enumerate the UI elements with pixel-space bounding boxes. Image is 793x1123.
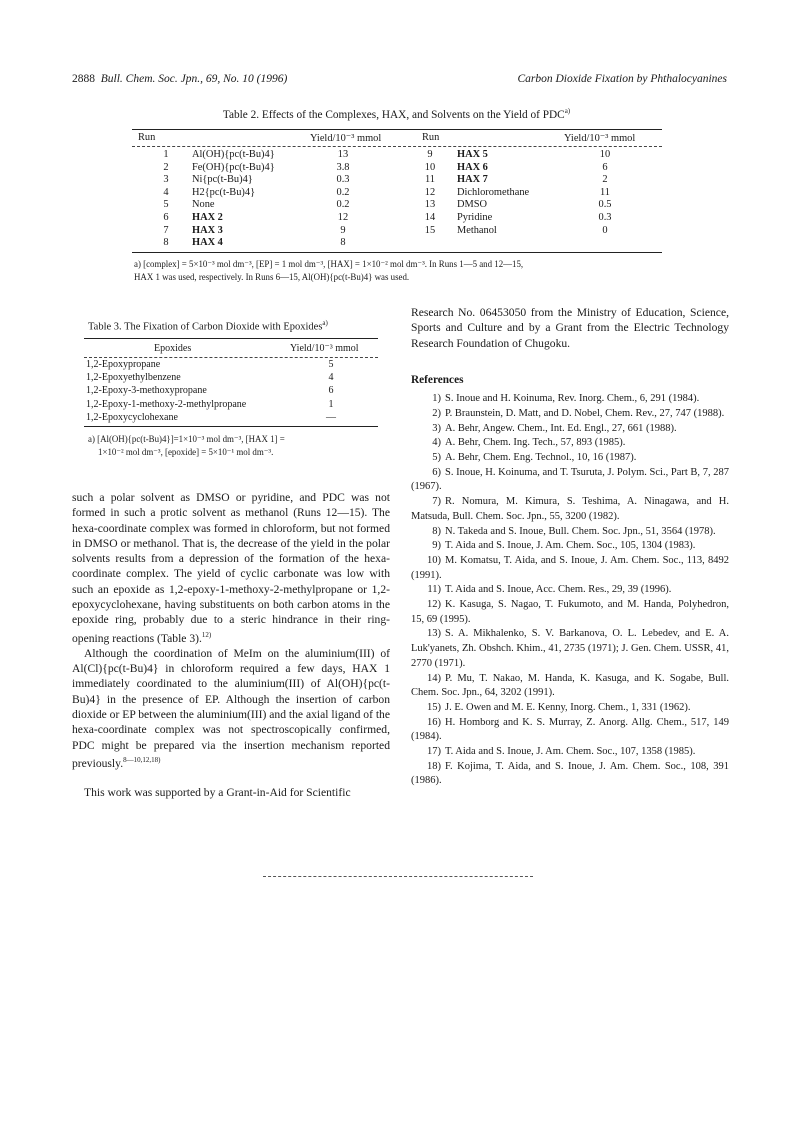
reference-item	[411, 716, 729, 745]
reference-text: S. Inoue and H. Koinuma, Rev. Inorg. Chem., 6, 291 (1984).	[445, 393, 700, 405]
table3-header-yield: Yield/10⁻³ mmol	[290, 343, 359, 354]
paragraph-solvent-effects	[72, 490, 390, 646]
table3-epoxide-cell: 1,2-Epoxyethylbenzene	[86, 372, 181, 384]
reference-text: T. Aida and S. Inoue, J. Am. Chem. Soc., 105, 1304 (1983).	[445, 540, 696, 552]
table3-caption-sup: a)	[322, 319, 328, 327]
reference-text: T. Aida and S. Inoue, Acc. Chem. Res., 29, 39 (1996).	[445, 584, 672, 596]
reference-item	[411, 745, 729, 760]
table2-compound-cell: Fe(OH){pc(t-Bu)4}	[192, 161, 275, 173]
reference-number: 1)	[432, 393, 441, 405]
table-row	[84, 359, 378, 372]
table2-header-row	[132, 130, 662, 146]
table-row	[84, 399, 378, 412]
table3-epoxide-cell: 1,2-Epoxy-1-methoxy-2-methylpropane	[86, 398, 247, 410]
table2-compound-cell: HAX 7	[457, 174, 488, 186]
reference-number: 13)	[427, 628, 441, 640]
table3-epoxide-cell: 1,2-Epoxy-3-methoxypropane	[86, 385, 207, 397]
reference-text: A. Behr, Chem. Eng. Technol., 10, 16 (1987).	[445, 452, 637, 463]
table2-yield-cell: 0.2	[336, 199, 350, 211]
table2-caption	[0, 107, 793, 121]
reference-number: 8)	[432, 525, 441, 537]
reference-item	[411, 407, 729, 422]
table3-footnote-line2: 1×10⁻² mol dm⁻³, [epoxide] = 5×10⁻¹ mol dm⁻³.	[98, 446, 274, 457]
table2-compound-cell: Methanol	[457, 224, 497, 236]
reference-number: 6)	[432, 466, 441, 478]
table2-footnote-line2: HAX 1 was used, respectively. In Runs 6—15, Al(OH){pc(t-Bu)4} was used.	[134, 271, 410, 282]
table-row	[84, 385, 378, 398]
table2-compound-cell: Dichloromethane	[457, 186, 530, 198]
table2-compound-cell: Pyridine	[457, 211, 493, 223]
table2-run-cell: 9	[427, 149, 433, 160]
table2-header-run-left: Run	[138, 132, 156, 143]
reference-item	[411, 598, 729, 627]
reference-number: 14)	[427, 672, 441, 684]
table2-run-cell: 15	[424, 224, 436, 236]
reference-number: 4)	[432, 437, 441, 449]
reference-item	[411, 436, 729, 451]
reference-text: M. Komatsu, T. Aida, and S. Inoue, J. Am. Chem. Soc., 113, 8492 (1991).	[411, 554, 729, 581]
table2-header-yield-right: Yield/10⁻³ mmol	[564, 133, 636, 144]
table2-compound-cell: Ni{pc(t-Bu)4}	[192, 174, 253, 186]
table3-yield-cell: 6	[328, 385, 334, 397]
table2-compound-cell: DMSO	[457, 199, 488, 211]
table2-header-yield-left: Yield/10⁻³ mmol	[310, 133, 382, 144]
reference-number: 12)	[427, 599, 441, 611]
reference-number: 18)	[427, 760, 441, 772]
table2-body	[132, 147, 662, 250]
table2	[132, 129, 662, 284]
table2-run-cell: 2	[163, 161, 169, 173]
table2-run-cell: 8	[163, 237, 169, 249]
reference-text: A. Behr, Angew. Chem., Int. Ed. Engl., 27, 661 (1988).	[445, 422, 677, 434]
table2-yield-cell: 0.5	[598, 199, 612, 211]
reference-item	[411, 451, 729, 466]
table2-compound-cell: HAX 2	[192, 211, 223, 223]
table2-run-cell: 7	[163, 224, 169, 236]
reference-item	[411, 627, 729, 671]
acknowledgment-continued: Research No. 06453050 from the Ministry of Education, Science, Sports and Culture and by a Grant from the Electric Technology Research Foundation of Chugoku.	[411, 306, 729, 350]
paragraph-mechanism-text: Although the coordination of MeIm on the aluminium(III) of Al(Cl){pc(t-Bu)4} in chloroform required a few days, HAX 1 immediately coordinated to the aluminium(III) of Al(OH){pc(t-Bu)4} in the presence of EP. Although the insertion of carbon dioxide or EP between the aluminium(III) and the axial ligand of the hexa-coordinate complex was not spectroscopically confirmed, PDC might be prepared via the insertion mechanism reported previously.	[72, 646, 390, 770]
reference-text: J. E. Owen and M. E. Kenny, Inorg. Chem., 1, 331 (1962).	[445, 701, 691, 713]
table3-body	[84, 358, 378, 425]
table3-epoxide-cell: 1,2-Epoxypropane	[86, 359, 161, 370]
table2-yield-cell: 0.3	[598, 211, 612, 223]
reference-number: 3)	[432, 422, 441, 434]
table3-yield-cell: 4	[328, 372, 334, 384]
table2-caption-sup: a)	[564, 107, 571, 115]
table2-run-cell: 6	[163, 211, 169, 223]
page-number: 2888	[72, 73, 95, 85]
table3-footnote	[84, 433, 378, 459]
reference-number: 5)	[432, 452, 441, 463]
reference-item	[411, 495, 729, 524]
table2-yield-cell: 2	[602, 174, 608, 186]
reference-item	[411, 583, 729, 598]
reference-text: S. A. Mikhalenko, S. V. Barkanova, O. L. Lebedev, and E. A. Luk'yanets, Zh. Obshch. Khim., 41, 2735 (1971); J. Gen. Chem. USSR, 41, 2770 (1971).	[411, 628, 729, 669]
reference-item	[411, 672, 729, 701]
reference-item	[411, 392, 729, 407]
table3-yield-cell: 5	[328, 359, 334, 370]
table3-yield-cell: 1	[328, 398, 334, 410]
right-column	[411, 305, 729, 789]
reference-item	[411, 701, 729, 716]
table2-compound-cell: None	[192, 199, 215, 211]
table2-compound-cell: HAX 4	[192, 237, 223, 249]
reference-number: 2)	[432, 407, 441, 419]
table-row	[132, 237, 662, 250]
reference-number: 7)	[432, 496, 441, 508]
reference-text: N. Takeda and S. Inoue, Bull. Chem. Soc. Jpn., 51, 3564 (1978).	[445, 525, 716, 537]
reference-item	[411, 422, 729, 437]
reference-number: 15)	[427, 701, 441, 713]
reference-item	[411, 760, 729, 789]
paragraph-solvent-effects-ref: 12)	[201, 630, 212, 639]
references-list	[411, 392, 729, 789]
table-row	[132, 212, 662, 225]
table-row	[132, 187, 662, 200]
table-row	[132, 174, 662, 187]
reference-number: 9)	[432, 540, 441, 552]
table2-header-run-right: Run	[422, 132, 440, 143]
table2-yield-cell: 3.8	[336, 161, 350, 173]
table2-run-cell: 13	[424, 199, 436, 211]
table2-yield-cell: 13	[337, 149, 349, 160]
table2-yield-cell: 0.2	[336, 186, 350, 198]
table2-yield-cell: 12	[337, 211, 349, 223]
reference-number: 10)	[427, 554, 441, 566]
table2-yield-cell: 6	[602, 161, 608, 173]
reference-text: H. Homborg and K. S. Murray, Z. Anorg. Allg. Chem., 517, 149 (1984).	[411, 716, 729, 743]
reference-item	[411, 525, 729, 540]
reference-text: R. Nomura, M. Kimura, S. Teshima, A. Ninagawa, and H. Matsuda, Bull. Chem. Soc. Jpn., 55, 3200 (1982).	[411, 496, 729, 522]
reference-item	[411, 554, 729, 583]
table2-run-cell: 12	[424, 186, 436, 198]
table2-footnote	[132, 258, 662, 284]
reference-text: F. Kojima, T. Aida, and S. Inoue, J. Am. Chem. Soc., 108, 391 (1986).	[411, 760, 729, 787]
table2-yield-cell: 8	[340, 237, 346, 249]
reference-number: 16)	[427, 716, 441, 728]
table3-epoxide-cell: 1,2-Epoxycyclohexane	[86, 411, 178, 423]
table-row	[132, 149, 662, 162]
acknowledgment-start: This work was supported by a Grant-in-Aid for Scientific	[84, 786, 351, 800]
table3-caption	[88, 319, 328, 333]
table2-yield-cell: 11	[599, 186, 610, 198]
reference-item	[411, 466, 729, 495]
references-heading: References	[411, 373, 464, 386]
table3-header-epoxides: Epoxides	[154, 343, 192, 354]
table2-run-cell: 3	[163, 174, 169, 186]
running-header-left	[72, 73, 287, 85]
footer-rule	[263, 876, 533, 877]
table2-yield-cell: 9	[340, 224, 346, 236]
table2-run-cell: 1	[163, 149, 169, 160]
reference-text: P. Mu, T. Nakao, M. Handa, K. Kasuga, and K. Sogabe, Bull. Chem. Soc. Jpn., 64, 3202 (1991).	[411, 672, 729, 699]
table3-bottom-rule	[84, 426, 378, 427]
table2-yield-cell: 0	[602, 224, 608, 236]
table2-run-cell: 10	[424, 161, 436, 173]
table2-compound-cell: HAX 6	[457, 161, 488, 173]
journal-citation: Bull. Chem. Soc. Jpn., 69, No. 10 (1996)	[100, 73, 288, 85]
reference-text: K. Kasuga, S. Nagao, T. Fukumoto, and M. Handa, Polyhedron, 15, 69 (1995).	[411, 599, 729, 625]
table2-run-cell: 11	[424, 174, 435, 186]
table2-yield-cell: 10	[599, 149, 611, 160]
paragraph-solvent-effects-text: such a polar solvent as DMSO or pyridine, and PDC was not formed in such a protic solvent as methanol (Runs 12—15). The hexa-coordinate complex was formed in chloroform, but not formed in DMSO or methanol. That is, the decrease of the yield in the polar solvents results from a depression of the formation of the hexa-coordinate complex. The yield of cyclic carbonate was low with such an epoxide as 1,2-epoxy-1-methoxy-2-methylpropane or 1,2-epoxycyclohexane, having substituents on both carbon atoms in the epoxide ring, probably due to a steric hindrance in their ring-opening reactions (Table 3).	[72, 491, 390, 645]
table-row	[84, 412, 378, 425]
paragraph-mechanism-ref: 8—10,12,18)	[123, 755, 161, 764]
table3-yield-cell: —	[326, 411, 336, 423]
table2-run-cell: 4	[163, 186, 169, 198]
table3	[84, 338, 378, 459]
table2-run-cell: 5	[163, 199, 169, 211]
reference-number: 17)	[427, 746, 441, 758]
table3-header-row	[84, 339, 378, 357]
left-column	[72, 490, 390, 800]
reference-text: A. Behr, Chem. Ing. Tech., 57, 893 (1985).	[445, 437, 626, 449]
table3-footnote-line1: a) [Al(OH){pc(t-Bu)4}]=1×10⁻³ mol dm⁻³, [HAX 1] =	[88, 433, 285, 444]
table-row	[132, 199, 662, 212]
table-row	[132, 225, 662, 238]
table2-run-cell: 14	[424, 211, 436, 223]
table2-compound-cell: H2{pc(t-Bu)4}	[192, 186, 256, 198]
table3-caption-text: Table 3. The Fixation of Carbon Dioxide with Epoxides	[88, 321, 323, 333]
reference-item	[411, 539, 729, 554]
running-title: Carbon Dioxide Fixation by Phthalocyanines	[517, 73, 727, 85]
table2-compound-cell: Al(OH){pc(t-Bu)4}	[192, 149, 275, 160]
table-row	[84, 372, 378, 385]
table-row	[132, 162, 662, 175]
table2-footnote-line1: a) [complex] = 5×10⁻³ mol dm⁻³, [EP] = 1 mol dm⁻³, [HAX] = 1×10⁻² mol dm⁻³. In Runs 1—5 and 12—15,	[134, 258, 524, 269]
paragraph-mechanism	[72, 646, 390, 771]
reference-text: T. Aida and S. Inoue, J. Am. Chem. Soc., 107, 1358 (1985).	[445, 746, 696, 758]
reference-number: 11)	[427, 584, 441, 596]
reference-text: S. Inoue, H. Koinuma, and T. Tsuruta, J. Polym. Sci., Part B, 7, 287 (1967).	[411, 466, 729, 493]
table2-caption-text: Table 2. Effects of the Complexes, HAX, and Solvents on the Yield of PDC	[222, 108, 565, 121]
table2-bottom-rule	[132, 252, 662, 253]
reference-text: P. Braunstein, D. Matt, and D. Nobel, Chem. Rev., 27, 747 (1988).	[445, 407, 725, 419]
table2-compound-cell: HAX 3	[192, 224, 223, 236]
table2-yield-cell: 0.3	[336, 174, 350, 186]
table2-compound-cell: HAX 5	[457, 149, 488, 160]
